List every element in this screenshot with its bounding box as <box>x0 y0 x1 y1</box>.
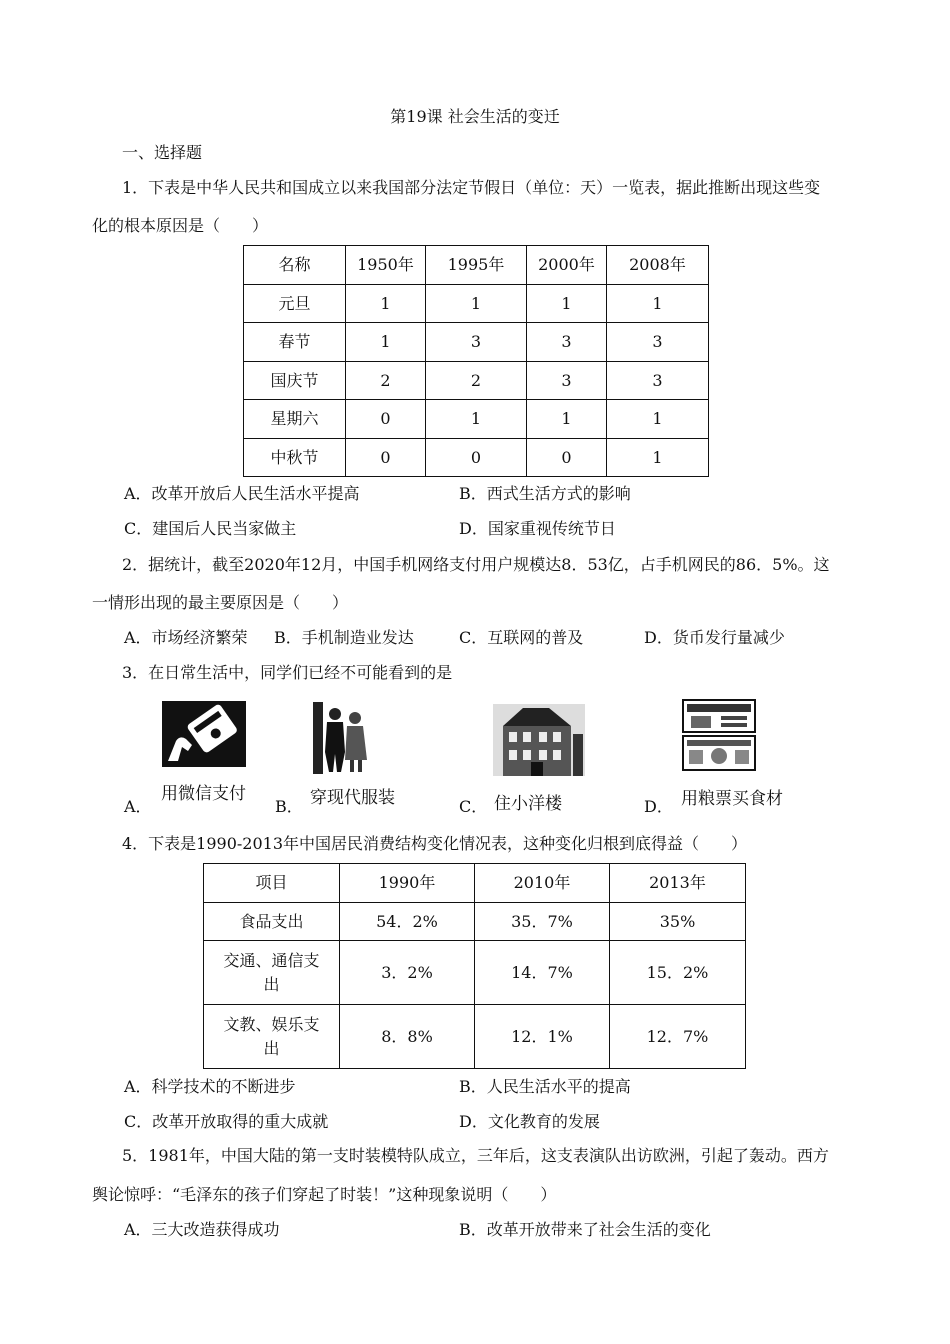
table-cell: 3．2% <box>340 941 475 1005</box>
q3-caption-b: 穿现代服装 <box>310 788 395 808</box>
q2-line1: 2．据统计，截至2020年12月，中国手机网络支付用户规模达8．53亿，占手机网民的86．5%。这 <box>122 555 830 574</box>
q4-option-b[interactable]: B．人民生活水平的提高 <box>459 1077 631 1096</box>
modern-clothing-photo <box>311 702 373 774</box>
table-cell: 12．7% <box>610 1005 746 1069</box>
q1-line1: 1．下表是中华人民共和国成立以来我国部分法定节假日（单位：天）一览表，据此推断出现这些变 <box>122 178 821 197</box>
q4-option-a[interactable]: A．科学技术的不断进步 <box>124 1077 296 1096</box>
table-header-cell: 项目 <box>204 864 340 903</box>
table-row <box>204 1005 746 1069</box>
table-header-cell: 2013年 <box>610 864 746 903</box>
table-cell: 1 <box>527 285 607 323</box>
table-cell: 0 <box>426 439 527 477</box>
q4-option-c[interactable]: C．改革开放取得的重大成就 <box>124 1112 329 1131</box>
q3-caption-d: 用粮票买食材 <box>681 789 783 809</box>
table-cell: 1 <box>426 400 527 439</box>
q3-option-b-letter[interactable]: B． <box>275 797 303 816</box>
table-header-cell: 1995年 <box>426 246 527 285</box>
q1-option-a[interactable]: A．改革开放后人民生活水平提高 <box>124 484 360 503</box>
page-title: 第19课 社会生活的变迁 <box>390 107 560 126</box>
table-cell: 2 <box>426 362 527 400</box>
table-cell: 35% <box>610 903 746 941</box>
table-row <box>204 903 746 941</box>
table-cell: 1 <box>607 400 709 439</box>
q1-option-d[interactable]: D．国家重视传统节日 <box>459 519 616 538</box>
table-cell: 国庆节 <box>244 362 346 400</box>
table-cell: 中秋节 <box>244 439 346 477</box>
q2-option-b[interactable]: B．手机制造业发达 <box>274 628 414 647</box>
q4-consumption-table <box>203 863 746 1069</box>
q5-option-a[interactable]: A．三大改造获得成功 <box>124 1220 280 1239</box>
table-cell: 1 <box>607 285 709 323</box>
q2-line2: 一情形出现的最主要原因是（ ） <box>92 593 349 612</box>
table-cell: 3 <box>527 323 607 362</box>
table-cell: 12．1% <box>475 1005 610 1069</box>
q1-line2: 化的根本原因是（ ） <box>92 216 269 235</box>
table-cell: 文教、娱乐支出 <box>204 1005 340 1069</box>
section-heading: 一、选择题 <box>122 143 203 162</box>
q2-option-d[interactable]: D．货币发行量减少 <box>644 628 785 647</box>
table-cell: 1 <box>346 285 426 323</box>
q1-holiday-table <box>243 245 709 477</box>
table-cell: 14．7% <box>475 941 610 1005</box>
wechat-pay-icon <box>162 701 246 767</box>
table-cell: 元旦 <box>244 285 346 323</box>
q4-option-d[interactable]: D．文化教育的发展 <box>459 1112 600 1131</box>
table-header-cell: 2010年 <box>475 864 610 903</box>
table-cell: 3 <box>527 362 607 400</box>
q2-option-c[interactable]: C．互联网的普及 <box>459 628 584 647</box>
table-cell: 3 <box>426 323 527 362</box>
q3-option-a-letter[interactable]: A． <box>124 797 152 816</box>
table-header-cell: 2008年 <box>607 246 709 285</box>
q3-line1: 3．在日常生活中，同学们已经不可能看到的是 <box>122 663 453 682</box>
table-cell: 春节 <box>244 323 346 362</box>
table-header-cell: 1990年 <box>340 864 475 903</box>
q3-option-d-letter[interactable]: D． <box>644 797 673 816</box>
table-cell: 3 <box>607 362 709 400</box>
table-header-row <box>244 246 709 285</box>
table-cell: 0 <box>346 439 426 477</box>
table-cell: 1 <box>527 400 607 439</box>
western-house-photo <box>493 704 585 776</box>
table-cell: 35．7% <box>475 903 610 941</box>
q1-option-b[interactable]: B．西式生活方式的影响 <box>459 484 631 503</box>
q2-option-a[interactable]: A．市场经济繁荣 <box>124 628 248 647</box>
table-cell: 1 <box>346 323 426 362</box>
grain-ticket-photo <box>681 698 757 772</box>
q5-option-b[interactable]: B．改革开放带来了社会生活的变化 <box>459 1220 711 1239</box>
table-header-cell: 1950年 <box>346 246 426 285</box>
table-row <box>244 323 709 362</box>
table-row <box>244 362 709 400</box>
table-row <box>204 941 746 1005</box>
q4-line1: 4．下表是1990-2013年中国居民消费结构变化情况表，这种变化归根到底得益（ ） <box>122 834 748 853</box>
table-cell: 3 <box>607 323 709 362</box>
q1-option-c[interactable]: C．建国后人民当家做主 <box>124 519 297 538</box>
table-cell: 0 <box>346 400 426 439</box>
table-cell: 54．2% <box>340 903 475 941</box>
table-row <box>244 285 709 323</box>
table-cell: 0 <box>527 439 607 477</box>
q5-line2: 舆论惊呼：“毛泽东的孩子们穿起了时装！”这种现象说明（ ） <box>92 1185 557 1204</box>
q5-line1: 5．1981年，中国大陆的第一支时装模特队成立，三年后，这支表演队出访欧洲，引起了轰动。西方 <box>122 1146 829 1165</box>
q3-caption-c: 住小洋楼 <box>494 794 562 814</box>
table-row <box>244 439 709 477</box>
table-header-row <box>204 864 746 903</box>
table-cell: 1 <box>426 285 527 323</box>
table-cell: 1 <box>607 439 709 477</box>
table-row <box>244 400 709 439</box>
table-cell: 星期六 <box>244 400 346 439</box>
table-cell: 8．8% <box>340 1005 475 1069</box>
table-header-cell: 名称 <box>244 246 346 285</box>
table-cell: 交通、通信支出 <box>204 941 340 1005</box>
q3-option-c-letter[interactable]: C． <box>459 797 488 816</box>
q3-caption-a: 用微信支付 <box>161 784 246 804</box>
table-cell: 食品支出 <box>204 903 340 941</box>
table-cell: 15．2% <box>610 941 746 1005</box>
table-header-cell: 2000年 <box>527 246 607 285</box>
table-cell: 2 <box>346 362 426 400</box>
